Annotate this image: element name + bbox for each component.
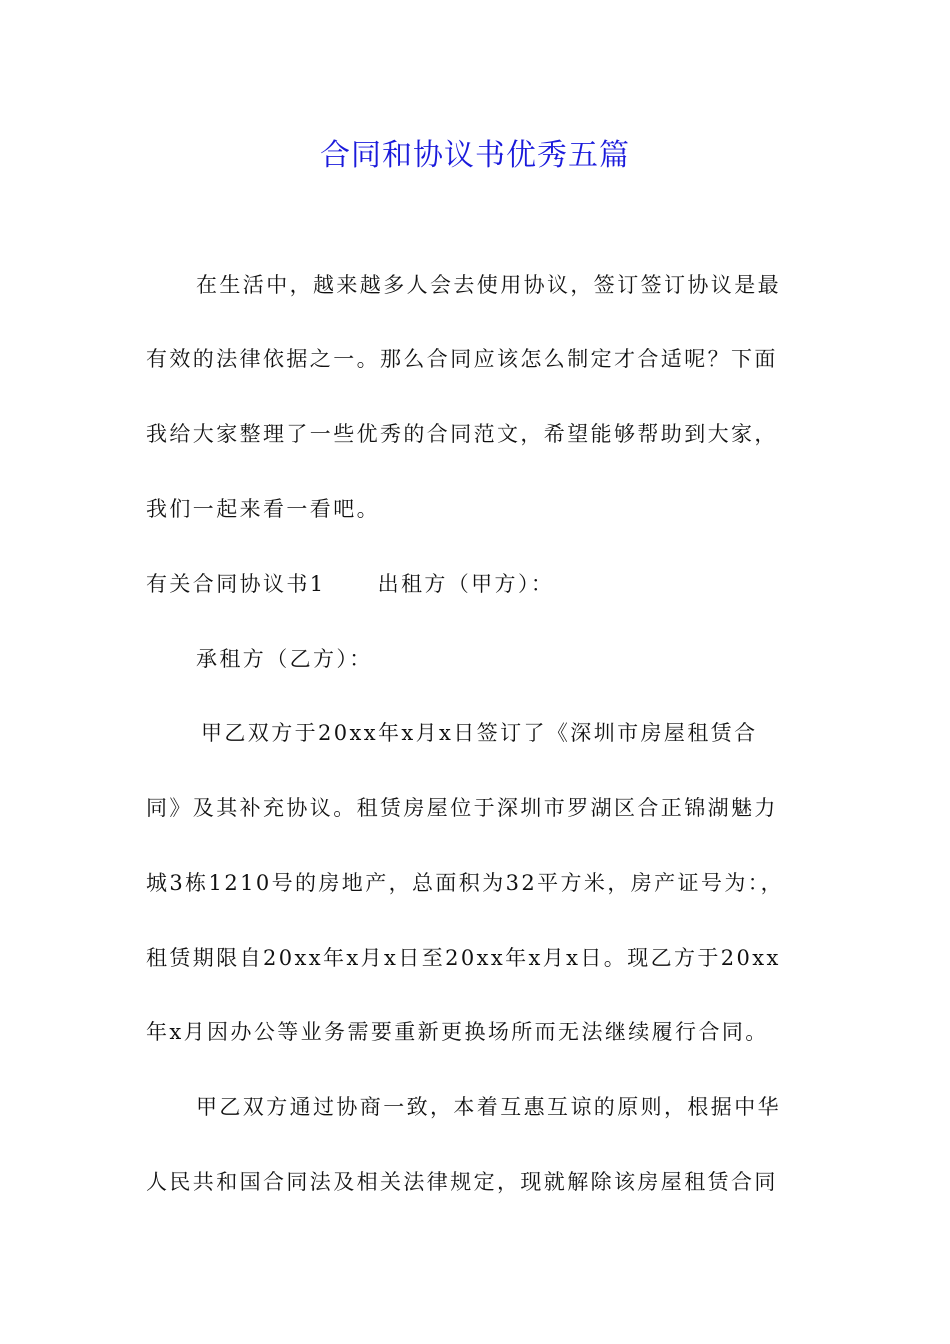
paragraph-line: 租赁期限自20xx年x月x日至20xx年x月x日。现乙方于20xx (146, 946, 781, 970)
paragraph-line: 同》及其补充协议。租赁房屋位于深圳市罗湖区合正锦湖魅力 (146, 796, 778, 820)
paragraph-line: 在生活中，越来越多人会去使用协议，签订签订协议是最 (196, 273, 781, 297)
paragraph-line: 人民共和国合同法及相关法律规定，现就解除该房屋租赁合同 (146, 1170, 778, 1194)
paragraph-line: 我给大家整理了一些优秀的合同范文，希望能够帮助到大家， (146, 422, 778, 446)
paragraph-line: 甲乙双方通过协商一致，本着互惠互谅的原则，根据中华 (196, 1095, 781, 1119)
paragraph-line: 年x月因办公等业务需要重新更换场所而无法继续履行合同。 (146, 1020, 769, 1044)
lessor-label: 出租方（甲方）： (377, 572, 555, 596)
paragraph-line: 有效的法律依据之一。那么合同应该怎么制定才合适呢？下面 (146, 347, 778, 371)
lessee-label: 承租方（乙方）： (196, 647, 373, 671)
paragraph-line: 甲乙双方于20xx年x月x日签订了《深圳市房屋租赁合 (201, 721, 758, 745)
paragraph-line: 城3栋1210号的房地产，总面积为32平方米，房产证号为：， (146, 871, 785, 895)
paragraph-line: 我们一起来看一看吧。 (146, 497, 380, 521)
document-title: 合同和协议书优秀五篇 (320, 138, 630, 173)
section-heading-row (146, 569, 554, 599)
section-heading: 有关合同协议书1 (146, 572, 326, 596)
